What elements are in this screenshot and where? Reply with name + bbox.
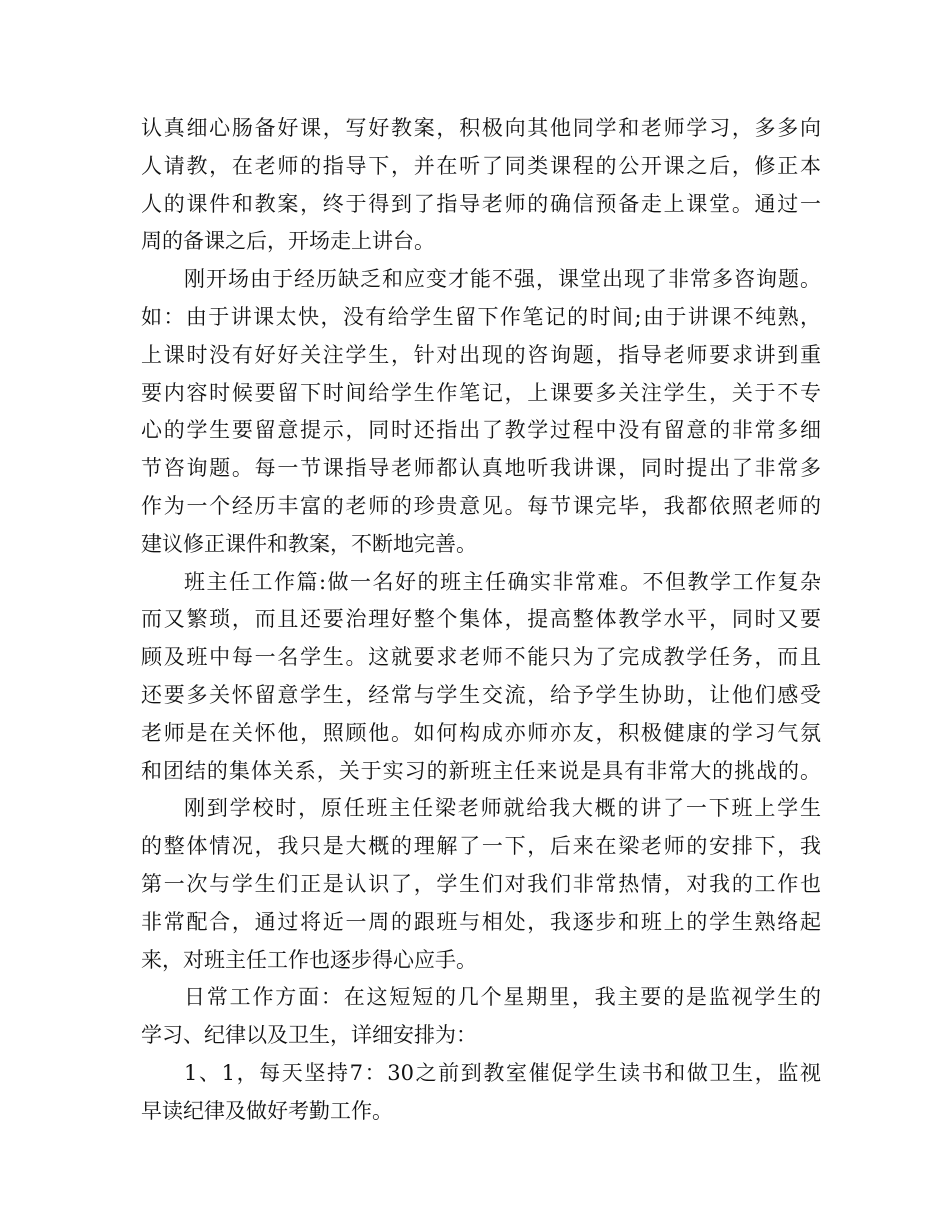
- text-line: 认真细心肠备好课，写好教案，积极向其他同学和老师学习，多多向: [141, 116, 821, 140]
- text-line: 人请教，在老师的指导下，并在听了同类课程的公开课之后，修正本: [141, 153, 821, 178]
- text-line: 如：由于讲课太快，没有给学生留下作笔记的时间;由于讲课不纯熟，: [141, 304, 821, 329]
- text-line: 周的备课之后，开场走上讲台。: [141, 229, 435, 254]
- text-line: 人的课件和教案，终于得到了指导老师的确信预备走上课堂。通过一: [141, 191, 821, 216]
- text-line: 非常配合，通过将近一周的跟班与相处，我逐步和班上的学生熟络起: [141, 909, 821, 934]
- text-line: 建议修正课件和教案，不断地完善。: [141, 531, 477, 556]
- text-line: 日常工作方面：在这短短的几个星期里，我主要的是监视学生的: [184, 985, 821, 1010]
- text-line: 刚到学校时，原任班主任梁老师就给我大概的讲了一下班上学生: [184, 796, 821, 821]
- text-line: 顾及班中每一名学生。这就要求老师不能只为了完成教学任务，而且: [141, 645, 821, 670]
- text-line: 心的学生要留意提示，同时还指出了教学过程中没有留意的非常多细: [141, 418, 821, 443]
- text-line: 和团结的集体关系，关于实习的新班主任来说是具有非常大的挑战的。: [141, 758, 821, 783]
- text-line: 第一次与学生们正是认识了，学生们对我们非常热情，对我的工作也: [141, 871, 821, 896]
- text-line: 老师是在关怀他，照顾他。如何构成亦师亦友，积极健康的学习气氛: [141, 720, 821, 745]
- document-body: [141, 110, 821, 1131]
- text-line: 上课时没有好好关注学生，针对出现的咨询题，指导老师要求讲到重: [141, 342, 821, 367]
- text-line: 的整体情况，我只是大概的理解了一下，后来在梁老师的安排下，我: [141, 834, 821, 859]
- text-line: 学习、纪律以及卫生，详细安排为：: [141, 1023, 477, 1048]
- text-line: 而又繁琐，而且还要治理好整个集体，提高整体教学水平，同时又要: [141, 607, 821, 632]
- text-line: 班主任工作篇:做一名好的班主任确实非常难。不但教学工作复杂: [184, 569, 821, 594]
- text-line: 还要多关怀留意学生，经常与学生交流，给予学生协助，让他们感受: [141, 682, 821, 707]
- text-line: 刚开场由于经历缺乏和应变才能不强，课堂出现了非常多咨询题。: [184, 267, 821, 292]
- text-line: 要内容时候要留下时间给学生作笔记，上课要多关注学生，关于不专: [141, 380, 821, 405]
- text-line: 来，对班主任工作也逐步得心应手。: [141, 947, 477, 972]
- text-line: 作为一个经历丰富的老师的珍贵意见。每节课完毕，我都依照老师的: [141, 493, 821, 518]
- text-line: 1、1，每天坚持7：30之前到教室催促学生读书和做卫生，监视: [184, 1060, 821, 1085]
- text-line: 节咨询题。每一节课指导老师都认真地听我讲课，同时提出了非常多: [141, 456, 821, 481]
- text-line: 早读纪律及做好考勤工作。: [141, 1098, 393, 1123]
